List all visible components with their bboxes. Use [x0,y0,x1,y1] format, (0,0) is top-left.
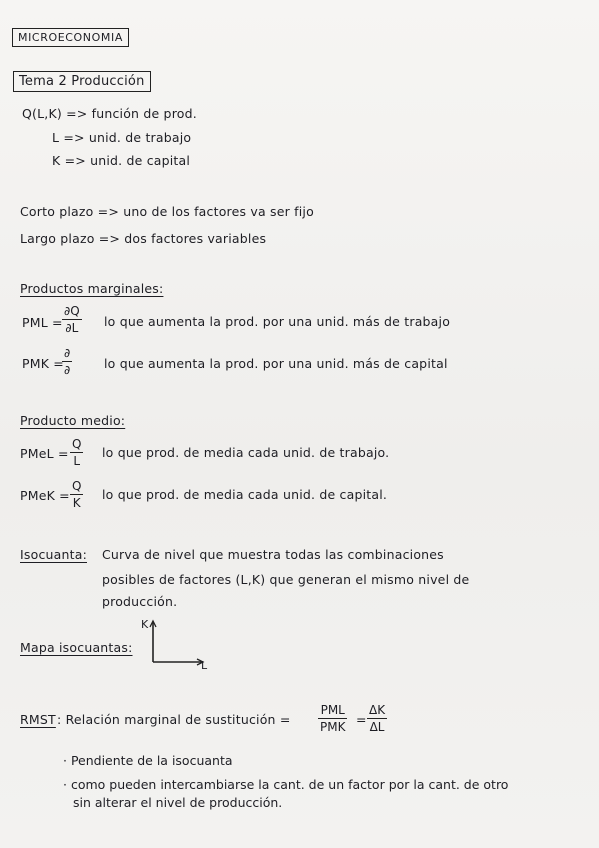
pmk-fraction [62,346,72,377]
pmel-fraction [70,437,83,468]
axis-label-k: K [141,618,149,631]
pml-denominator: ∂L [65,321,79,335]
rmst-bullet-slope: · Pendiente de la isocuanta [63,753,233,768]
pmel-label: PMeL = [20,446,69,461]
pmel-numerator: Q [72,437,82,451]
isoquant-line-2: posibles de factores (L,K) que generan el mismo nivel de [102,572,470,587]
pml-description: lo que aumenta la prod. por una unid. más de trabajo [104,314,451,329]
marginal-products-heading: Productos marginales: [20,281,164,296]
rmst-fraction-delta [367,703,387,734]
average-product-heading: Producto medio: [20,413,126,428]
subject-title: MICROECONOMIA [12,28,129,47]
fraction-bar [318,718,347,719]
rmst-pml: PML [320,703,345,717]
rmst-definition: : Relación marginal de sustitución = [57,712,291,727]
rmst-fraction-pm [318,703,347,734]
rmst-bullet-exchange-2: sin alterar el nivel de producción. [73,795,283,810]
isoquant-line-1: Curva de nivel que muestra todas las combinaciones [102,547,444,562]
long-run-text: Largo plazo => dos factores variables [20,231,267,246]
isoquant-line-3: producción. [102,594,178,609]
pmel-denominator: L [73,454,81,468]
rmst-pmk: PMK [320,720,346,734]
rmst-equals: = [356,712,367,727]
short-run-text: Corto plazo => uno de los factores va ser fijo [20,204,314,219]
fraction-bar [62,361,72,362]
fraction-bar [62,319,82,320]
rmst-heading: RMST [20,712,56,727]
rmst-delta-l: ΔL [369,720,385,734]
pmk-denominator: ∂ [64,363,71,377]
pmek-denominator: K [72,496,81,510]
pmk-description: lo que aumenta la prod. por una unid. más de capital [104,356,448,371]
pmek-description: lo que prod. de media cada unid. de capital. [102,487,388,502]
pml-numerator: ∂Q [64,304,80,318]
pmel-description: lo que prod. de media cada unid. de trabajo. [102,445,390,460]
pmk-label: PMK = [22,356,64,371]
def-labor: L => unid. de trabajo [52,130,192,145]
axis-label-l: L [201,659,208,672]
pmek-label: PMeK = [20,488,70,503]
topic-title: Tema 2 Producción [13,71,151,92]
pmek-numerator: Q [72,479,82,493]
pmk-numerator: ∂ [64,346,71,360]
isoquant-map-heading: Mapa isocuantas: [20,640,133,655]
pmek-fraction [70,479,83,510]
def-production-function: Q(L,K) => función de prod. [22,106,197,121]
fraction-bar [367,718,387,719]
rmst-delta-k: ΔK [369,703,386,717]
fraction-bar [70,494,83,495]
rmst-bullet-exchange-1: · como pueden intercambiarse la cant. de un factor por la cant. de otro [63,777,509,792]
isoquant-heading: Isocuanta: [20,547,87,562]
pml-fraction [62,304,82,335]
isoquant-map-axes [140,618,220,673]
def-capital: K => unid. de capital [52,153,191,168]
pml-label: PML = [22,315,63,330]
fraction-bar [70,452,83,453]
